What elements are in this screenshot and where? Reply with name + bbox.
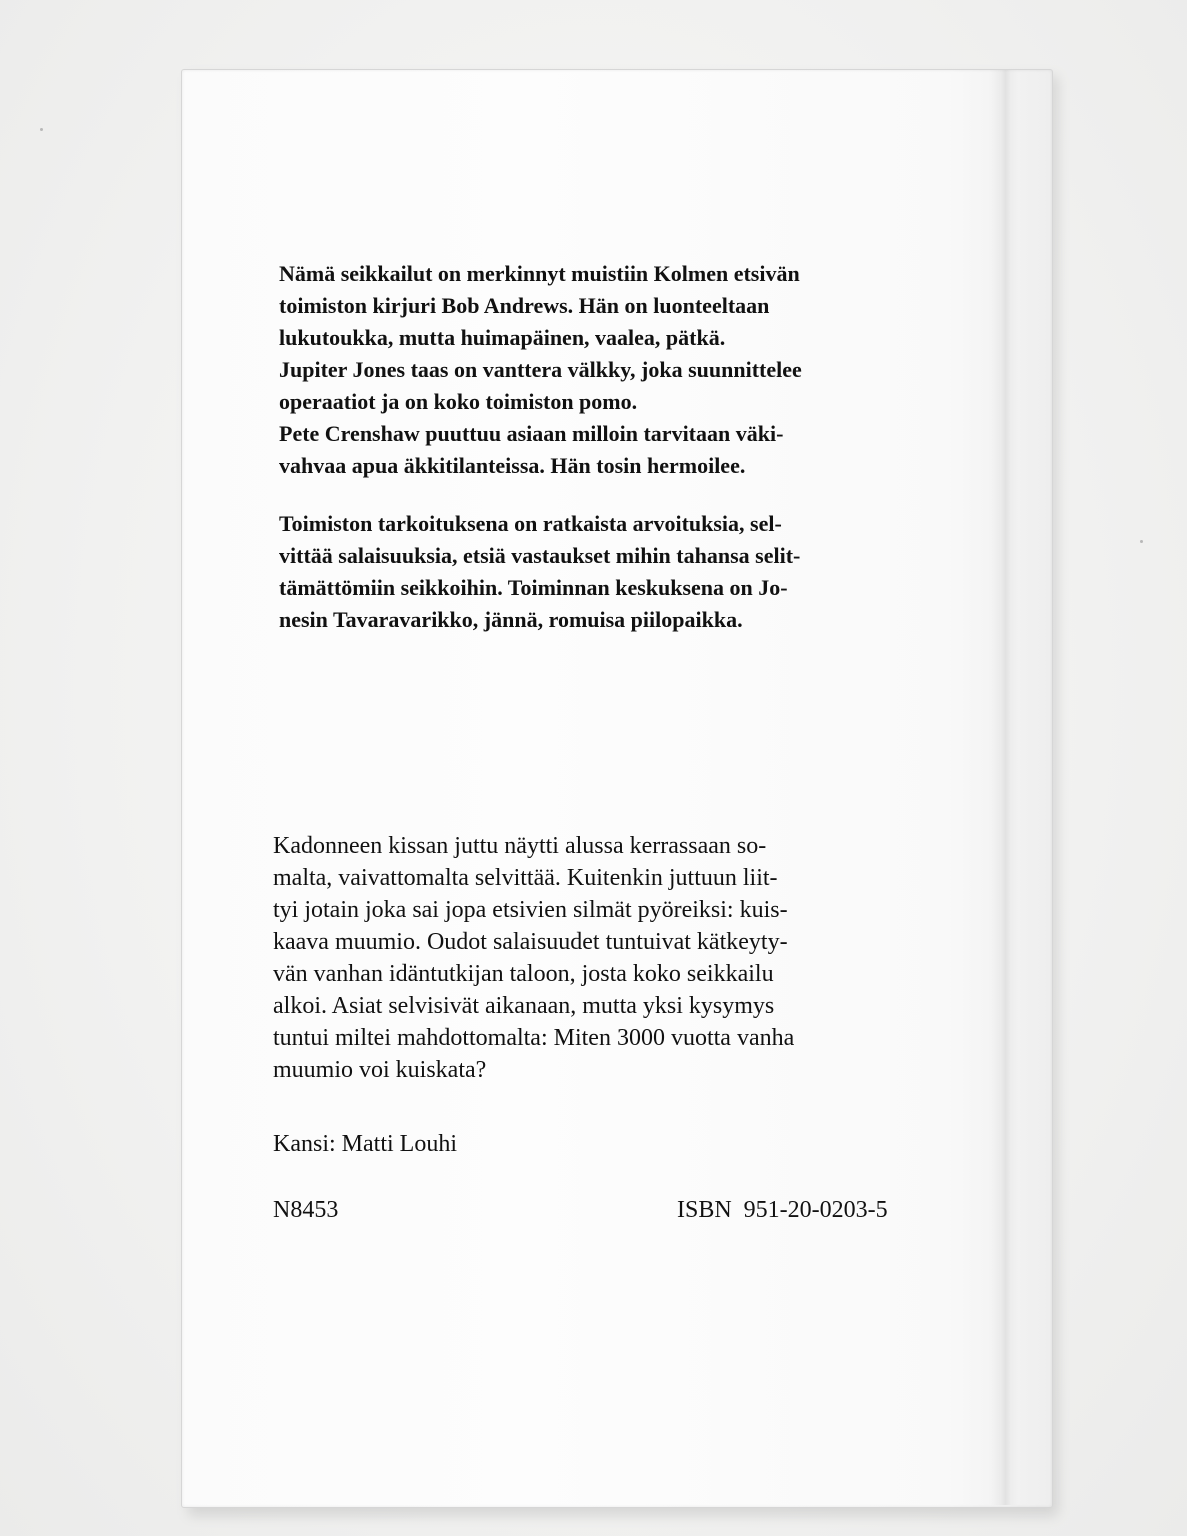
dust-speck <box>40 128 43 131</box>
book-spine-hinge <box>990 70 1018 1505</box>
product-code: N8453 <box>273 1197 339 1223</box>
intro-line: Pete Crenshaw puuttuu asiaan milloin tarvitaan väki- <box>279 421 784 446</box>
intro-line: lukutoukka, mutta huimapäinen, vaalea, pätkä. <box>279 325 726 350</box>
story-line: tyi jotain joka sai jopa etsivien silmät pyöreiksi: kuis- <box>273 897 788 923</box>
intro-line: vahvaa apua äkkitilanteissa. Hän tosin hermoilee. <box>279 453 746 478</box>
purpose-line: nesin Tavaravarikko, jännä, romuisa piilopaikka. <box>279 607 743 632</box>
intro-line: Jupiter Jones taas on vanttera välkky, joka suunnittelee <box>279 357 802 382</box>
intro-line: Nämä seikkailut on merkinnyt muistiin Kolmen etsivän <box>279 261 800 286</box>
intro-line: operaatiot ja on koko toimiston pomo. <box>279 389 638 414</box>
story-line: tuntui miltei mahdottomalta: Miten 3000 vuotta vanha <box>273 1025 795 1051</box>
story-line: muumio voi kuiskata? <box>273 1057 487 1083</box>
intro-line: toimiston kirjuri Bob Andrews. Hän on luonteeltaan <box>279 293 770 318</box>
story-line: kaava muumio. Oudot salaisuudet tuntuivat kätkeyty- <box>273 929 788 955</box>
purpose-line: tämättömiin seikkoihin. Toiminnan keskuksena on Jo- <box>279 575 788 600</box>
story-line: vän vanhan idäntutkijan taloon, josta koko seikkailu <box>273 961 774 987</box>
isbn-number: ISBN 951-20-0203-5 <box>677 1197 888 1223</box>
story-paragraph <box>273 830 943 1086</box>
story-line: Kadonneen kissan juttu näytti alussa kerrassaan so- <box>273 833 767 859</box>
intro-paragraph <box>279 258 939 482</box>
purpose-line: vittää salaisuuksia, etsiä vastaukset mihin tahansa selit- <box>279 543 801 568</box>
story-line: alkoi. Asiat selvisivät aikanaan, mutta yksi kysymys <box>273 993 775 1019</box>
story-line: malta, vaivattomalta selvittää. Kuitenkin juttuun liit- <box>273 865 778 891</box>
purpose-line: Toimiston tarkoituksena on ratkaista arvoituksia, sel- <box>279 511 782 536</box>
purpose-paragraph <box>279 508 939 636</box>
dust-speck <box>1140 540 1143 543</box>
cover-credit: Kansi: Matti Louhi <box>273 1131 457 1157</box>
